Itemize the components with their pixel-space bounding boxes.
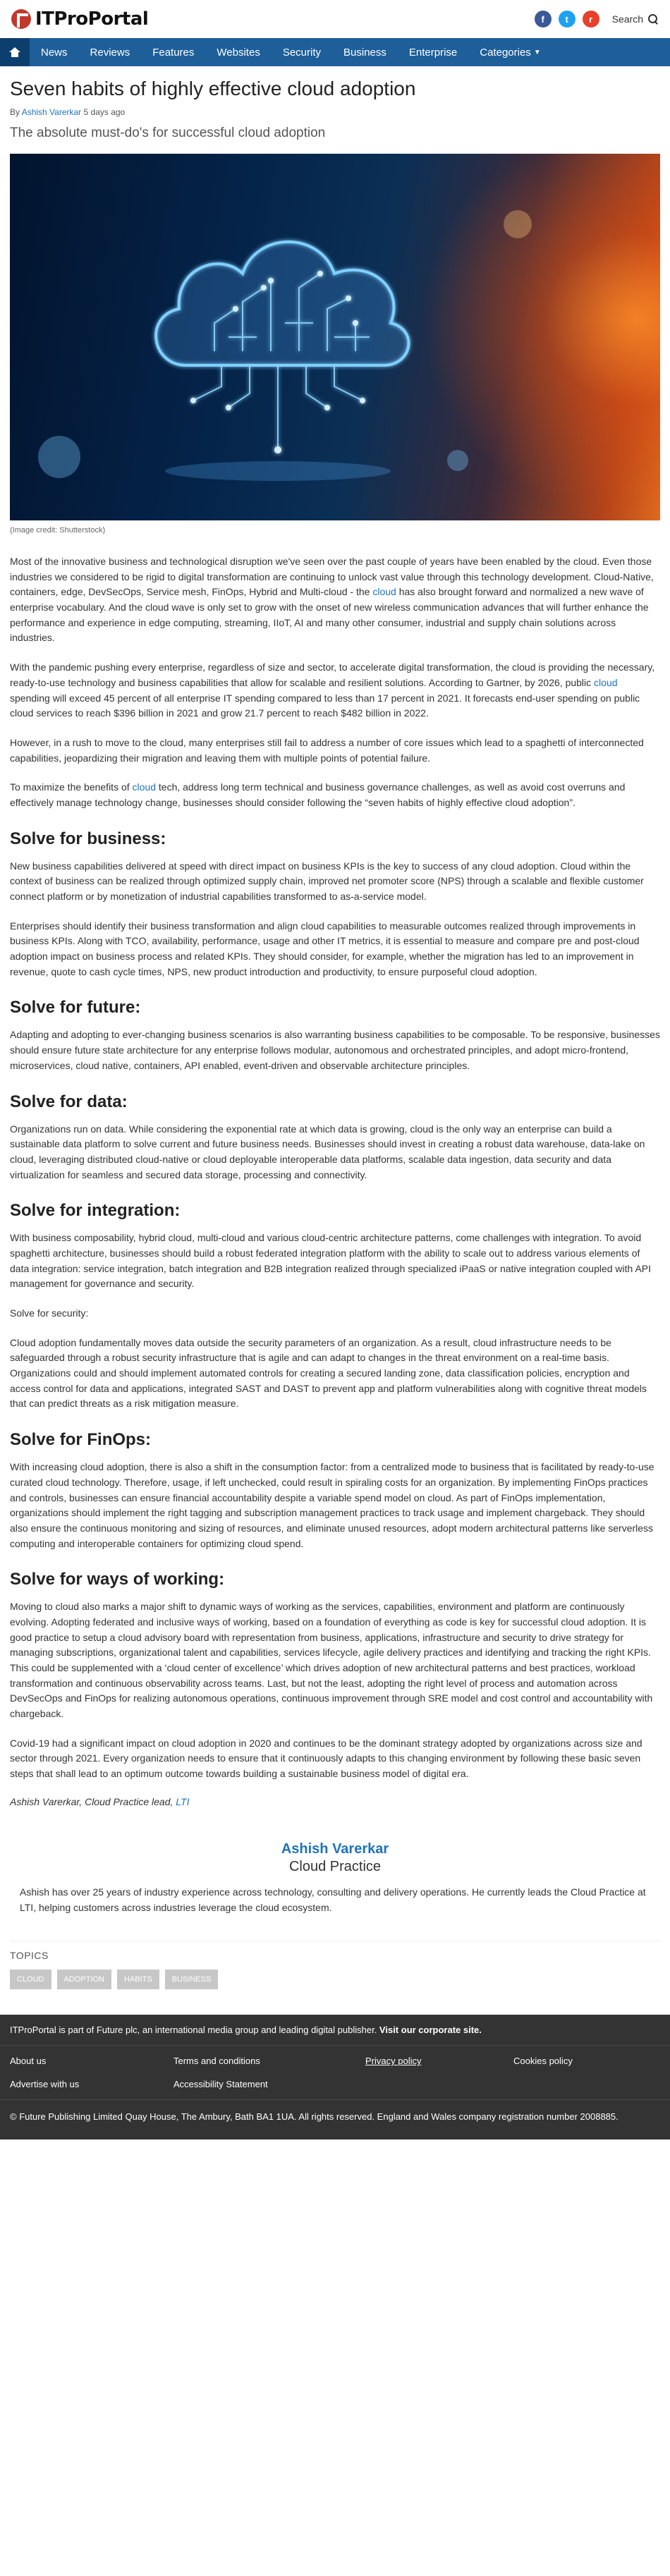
company-link[interactable]: LTI: [176, 1795, 190, 1807]
site-footer: [0, 2015, 670, 2139]
nav-item-news[interactable]: News: [41, 46, 68, 59]
circuit-cloud-icon: [109, 182, 447, 492]
topic-tag[interactable]: ADOPTION: [57, 1970, 111, 1989]
footer-link-accessibility[interactable]: Accessibility Statement: [173, 2079, 268, 2090]
article-paragraph: With increasing cloud adoption, there is also a shift in the consumption factor: from a centralized mode to business that is facilitated by ready-to-use curated cloud technology. Therefore, usage, if left unchecked, could result in spiraling costs for an organization. By implementing FinOps practices and controls, businesses can ensure financial accountability despite a variable spend model on cloud. As part of FinOps implementation, organizations should implement the right tagging and subscription management practices to track usage and implement chargeback. They should also ensure the continuous monitoring and sizing of resources, and eliminate unused resources, adopt modern architectural patterns like serverless computing and interoperable containers for optimizing cloud spend.: [10, 1461, 654, 1549]
footer-link-cookies[interactable]: Cookies policy: [513, 2056, 573, 2067]
site-header: [0, 0, 670, 38]
nav-categories-label: Categories: [480, 46, 531, 59]
nav-item-categories[interactable]: [468, 38, 552, 66]
article-paragraph: Moving to cloud also marks a major shift to dynamic ways of working as the services, capabilities, environment and platform are continuously evolving. Adopting federated and inclusive ways of working, based on a foundation of everything as code is key for successful cloud adoption. It is good practice to setup a cloud advisory board with representation from business, applications, infrastructure and security to drive strategy for managing subscriptions, organizational talent and capabilities, services lifecycle, agile delivery practices and identifying and tracking the right KPIs. This could be supplemented with a ‘cloud center of excellence’ which drives adoption of new architectural patterns and best practices, workload transformation and continuous observability across teams. Last, but not the least, adopting the right level of process and automation across DevSecOps and FinOps for realizing autonomous operations, continuous improvement through SRE model and cost control and accountability with chargeback.: [10, 1601, 653, 1720]
footer-about: [0, 2015, 670, 2046]
nav-item-features[interactable]: Features: [152, 46, 195, 59]
chevron-down-icon: ▼: [533, 48, 541, 56]
article-paragraph: New business capabilities delivered at speed with direct impact on business KPIs is the key to success of any cloud adoption. Cloud within the context of business can be realized through optimized supply chain, improved net promoter score (NPS) through a scalable and flexible customer connect platform or by monetization of industrial capabilities transformed to as-a-service model.: [10, 860, 644, 902]
corporate-site-link[interactable]: Visit our corporate site.: [379, 2025, 482, 2036]
footer-link-privacy[interactable]: Privacy policy: [365, 2056, 422, 2067]
section-heading-data: Solve for data:: [10, 1092, 128, 1111]
nav-home-button[interactable]: [0, 38, 30, 66]
article-paragraph: However, in a rush to move to the cloud, many enterprises still fail to address a number of core issues which lead to a spaghetti of interconnected capabilities, jeopardizing their migration and leaving them with multiple points of potential failure.: [10, 736, 644, 764]
section-heading-finops: Solve for FinOps:: [10, 1430, 152, 1450]
footer-link-advertise[interactable]: Advertise with us: [10, 2079, 80, 2090]
author-bio: Ashish has over 25 years of industry experience across technology, consulting and delivery operations. He currently leads the Cloud Practice at LTI, helping customers across industries leverage the cloud ecosystem.: [20, 1886, 646, 1913]
byline-prefix: By: [10, 107, 20, 117]
author-signature: [10, 1796, 660, 1807]
article-paragraph: Covid-19 had a significant impact on cloud adoption in 2020 and continues to be the dominant strategy adopted by organizations across size and sector through 2021. Every organization needs to ensure that it continuously adapts to this changing environment by following these basic seven steps that shall lead to an optimum outcome towards building a sustainable business model of digital era.: [10, 1737, 642, 1780]
nav-item-reviews[interactable]: Reviews: [90, 46, 130, 59]
paragraph-text: With the pandemic pushing every enterprise, regardless of size and sector, to accelerate digital transformation, the cloud is providing the necessary, ready-to-use technology and business capabilities that allow for scalable and resilient solutions. According to Gartner, by 2026, public: [10, 661, 655, 688]
topics-label: TOPICS: [10, 1941, 660, 1961]
paragraph-text: spending will exceed 45 percent of all enterprise IT spending compared to less than 17 percent in 2021. It forecasts end-user spending on public cloud services to reach $396 billion in 2021 and grow 21.7 percent to reach $482 billion in 2022.: [10, 692, 640, 719]
topic-tag[interactable]: BUSINESS: [165, 1970, 219, 1989]
author-role: Cloud Practice: [288, 1858, 382, 1874]
signature-text: Ashish Varerkar, Cloud Practice lead,: [10, 1795, 176, 1807]
topic-tag[interactable]: CLOUD: [10, 1970, 51, 1989]
section-heading-future: Solve for future:: [10, 998, 141, 1018]
hero-image: [10, 154, 660, 520]
author-name[interactable]: Ashish Varerkar: [281, 1841, 389, 1857]
logo-icon: [11, 9, 31, 29]
nav-item-security[interactable]: Security: [282, 46, 322, 59]
publish-date: 5 days ago: [83, 107, 126, 117]
article-strapline: The absolute must-do's for successful cloud adoption: [10, 126, 326, 140]
article-paragraph: Cloud adoption fundamentally moves data outside the security parameters of an organization. As a result, cloud infrastructure needs to be safeguarded through a robust security infrastructure that is agile and can adapt to changes in the threat environment on a real-time basis. Organizations could and should implement automated controls for creating a secured landing zone, data classification policies, encryption and access control for data and applications, integrated SAST and DAST to prevent app and platform vulnerabilities along with cognitive threat models that can predict threats as a risk mitigation measure.: [10, 1336, 647, 1410]
paragraph-text: has also brought forward and normalized a new wave of enterprise vocabulary. And the cloud wave is only set to grow with the onset of new wireless communication advances that will further enhance the performance and experience in edge computing, streaming, IIoT, AI and many other consumer, industrial and supply chain solutions across industries.: [10, 586, 649, 644]
section-heading-business: Solve for business:: [10, 829, 166, 848]
footer-link-about[interactable]: About us: [10, 2056, 47, 2067]
image-credit: (Image credit: Shutterstock): [10, 526, 106, 535]
article-paragraph: [10, 780, 660, 810]
header-actions: [535, 11, 659, 28]
main-nav: [0, 38, 670, 66]
bokeh-light: [504, 210, 532, 238]
nav-item-enterprise[interactable]: Enterprise: [408, 46, 458, 59]
author-link[interactable]: Ashish Varerkar: [21, 107, 82, 117]
article-paragraph: Organizations run on data. While considering the exponential rate at which data is growing, cloud is the only way an enterprise can build a sustainable data platform to solve current and future business needs. Businesses should invest in creating a robust data warehouse, data-lake on cloud, leveraging distributed cloud-native or cloud deployable interoperable data platforms, scalable data ingestion, data security and data virtualization for seamless and secured data storage, processing and connectivity.: [10, 1123, 645, 1180]
cloud-link[interactable]: cloud: [594, 676, 618, 688]
article-paragraph: [10, 660, 660, 721]
article-title: Seven habits of highly effective cloud adoption: [10, 78, 416, 99]
logo-text: ITProPortal: [35, 8, 149, 30]
article-paragraph: Adapting and adopting to ever-changing business scenarios is also warranting business capabilities to be composable. To be responsive, businesses should ensure future state architecture for any enterprise follows modular, autonomous and orchestrated principles, and adopt micro-frontend, microservices, cloud native, containers, API enabled, event-driven and observable architecture principles.: [10, 1029, 660, 1071]
footer-link-terms[interactable]: Terms and conditions: [173, 2056, 260, 2067]
search-button[interactable]: [612, 13, 659, 25]
nav-item-websites[interactable]: Websites: [217, 46, 260, 59]
bokeh-light: [38, 436, 80, 478]
article-paragraph: With business composability, hybrid cloud, multi-cloud and various cloud-centric architecture patterns, come challenges with integration. To avoid spaghetti architecture, businesses should build a robust federated integration platform with the ability to scale out to address various elements of data integration: service integration, batch integration and B2B integration realized through specialized iPaaS or native integration coupled with API management for governance and security.: [10, 1232, 652, 1290]
section-heading-working: Solve for ways of working:: [10, 1570, 225, 1589]
search-icon: [647, 13, 659, 25]
topics-list: [10, 1970, 660, 1989]
site-logo[interactable]: [11, 8, 148, 30]
cloud-link[interactable]: cloud: [132, 781, 156, 793]
cloud-link[interactable]: cloud: [372, 586, 396, 598]
rss-icon[interactable]: r: [583, 11, 599, 28]
nav-item-business[interactable]: Business: [343, 46, 386, 59]
copyright: © Future Publishing Limited Quay House, The Ambury, Bath BA1 1UA. All rights reserved. England and Wales company registration number 2008885.: [10, 2111, 619, 2123]
paragraph-text: tech, address long term technical and business governance challenges, as well as avoid cost overruns and effectively manage technology change, businesses should consider following the “seven habits of highly effective cloud adoption”.: [10, 781, 626, 808]
twitter-icon[interactable]: t: [559, 11, 575, 28]
article-paragraph: Enterprises should identify their business transformation and align cloud capabilities to measurable outcomes realized through improvements in business KPIs. Along with TCO, availability, performance, usage and other IT metrics, it is essential to measure and compare pre and post-cloud adoption impact on business process and related KPIs. They should consider, for example, whether the migration has led to an improvement in revenue, quote to cash cycle times, NPS, new product introduction and productivity, to ensure purposeful cloud adoption.: [10, 920, 640, 977]
byline: [10, 107, 660, 117]
section-label-security: Solve for security:: [10, 1307, 89, 1319]
bokeh-light: [447, 450, 468, 471]
author-box: [10, 1841, 660, 1875]
article-page: [0, 78, 670, 1989]
paragraph-text: To maximize the benefits of: [10, 781, 133, 793]
footer-about-text: ITProPortal is part of Future plc, an international media group and leading digital publisher.: [10, 2025, 379, 2036]
article-paragraph: [10, 554, 660, 646]
footer-links: [0, 2046, 670, 2100]
home-icon: [9, 47, 20, 57]
paragraph-text: Most of the innovative business and technological disruption we've seen over the past couple of years have been enabled by the cloud. Even those industries we considered to be rigid to digital transformation are continuing to unlock vast value through this technology development. Cloud-Native, containers, edge, DevSecOps, Service mesh, FinOps, Hybrid and Multi-cloud - the: [10, 556, 654, 598]
section-heading-integration: Solve for integration:: [10, 1201, 181, 1221]
facebook-icon[interactable]: f: [535, 11, 552, 28]
topic-tag[interactable]: HABITS: [117, 1970, 159, 1989]
search-label: Search: [611, 13, 643, 25]
